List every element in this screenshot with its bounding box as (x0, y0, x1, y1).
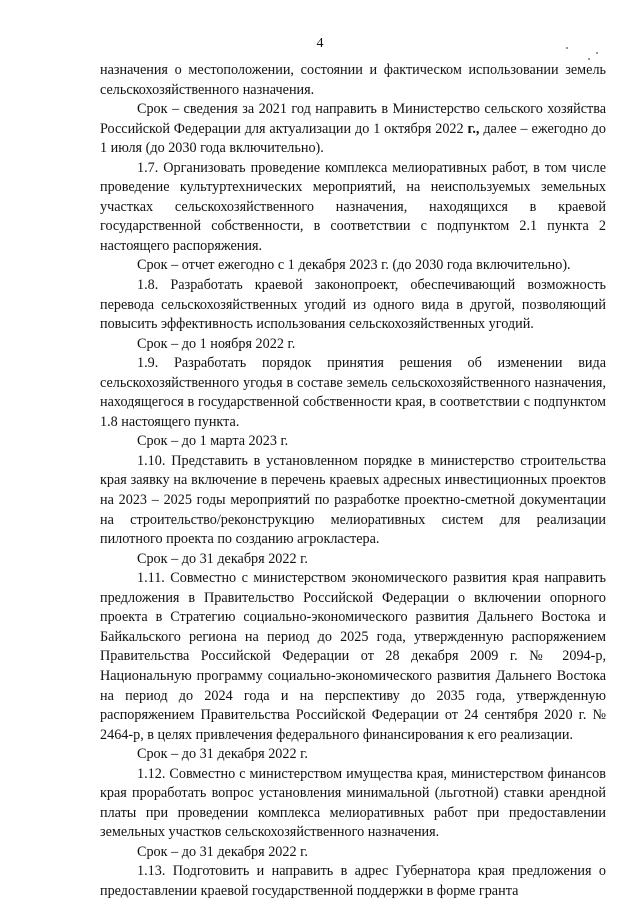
paragraph-deadline-1-10: Срок – до 31 декабря 2022 г. (137, 550, 308, 567)
paragraph-item-1-12: 1.12. Совместно с министерством имущества края, министерством финансов края проработать вопрос установления минимальной (льготной) ставки арендной платы при проведении комплекса мелиоративных работ при предоставлении земельных участков сельскохозяйственного назначения. (100, 765, 606, 841)
paragraph-deadline-1-11: Срок – до 31 декабря 2022 г. (137, 746, 308, 763)
paragraph-deadline-1-12: Срок – до 31 декабря 2022 г. (137, 843, 308, 860)
paragraph-item-1-7: 1.7. Организовать проведение комплекса мелиоративных работ, в том числе проведение культуртехнических мероприятий, на неиспользуемых земельных участках сельскохозяйственного назначения, находящихся в краевой государственной собственности, в соответствии с подпунктом 2.1 пункта 2 настоящего распоряжения. (100, 159, 606, 254)
scan-speck (566, 47, 568, 49)
paragraph-item-1-8: 1.8. Разработать краевой законопроект, обеспечивающий возможность перевода сельскохозяйственных угодий из одного вида в другой, позволяющий повысить эффективность использования сельскохозяйственных угодий. (100, 277, 606, 333)
paragraph-deadline-2021-data (100, 100, 606, 159)
paragraph-deadline-1-7: Срок – отчет ежегодно с 1 декабря 2023 г. (до 2030 года включительно). (137, 257, 571, 274)
paragraph-deadline-1-8: Срок – до 1 ноября 2022 г. (137, 335, 296, 352)
page-number: 4 (316, 36, 324, 51)
deadline-text-start: Срок – сведения за 2021 год направить в Министерство сельского хозяйства Российской Федерации для актуализации до 1 октября 2022 (100, 101, 606, 137)
document-body (100, 61, 606, 902)
scan-speck (588, 58, 590, 60)
paragraph-item-1-10: 1.10. Представить в установленном порядке в министерство строительства края заявку на включение в перечень краевых адресных инвестиционных проектов на 2023 – 2025 годы мероприятий по разработке проектно-сметной документации на строительство/реконструкцию мелиоративных систем для реализации пилотного проекта по созданию агрокластера. (100, 452, 606, 548)
paragraph-item-1-9: 1.9. Разработать порядок принятия решения об изменении вида сельскохозяйственного угодья в составе земель сельскохозяйственного назначения, находящегося в государственной собственности края, в соответствии с подпунктом 1.8 настоящего пункта. (100, 355, 606, 430)
paragraph-land-info: назначения о местоположении, состоянии и фактическом использовании земель сельскохозяйственного назначения. (100, 62, 606, 98)
deadline-text-end: далее – ежегодно до 1 июля (до 2030 года включительно). (100, 120, 606, 157)
paragraph-deadline-1-9: Срок – до 1 марта 2023 г. (137, 433, 289, 450)
deadline-year-abbrev: г., (467, 120, 480, 137)
scan-speck (596, 52, 598, 54)
paragraph-item-1-11: 1.11. Совместно с министерством экономического развития края направить предложения в Правительство Российской Федерации о включении опорного проекта в Стратегию социально-экономического развития Дальнего Востока и Байкальского региона на период до 2025 года, утвержденную распоряжением Правительства Российской Федерации от 28 декабря 2009 г. № 2094-р, Национальную программу социально-экономического развития Дальнего Востока на период до 2024 года и на перспективу до 2035 года, утвержденную распоряжением Правительства Российской Федерации от 24 сентября 2020 г. № 2464-р, в целях привлечения федерального финансирования к его реализации. (100, 570, 606, 743)
paragraph-item-1-13: 1.13. Подготовить и направить в адрес Губернатора края предложения о предоставлении краевой государственной поддержки в форме гранта (100, 863, 606, 899)
